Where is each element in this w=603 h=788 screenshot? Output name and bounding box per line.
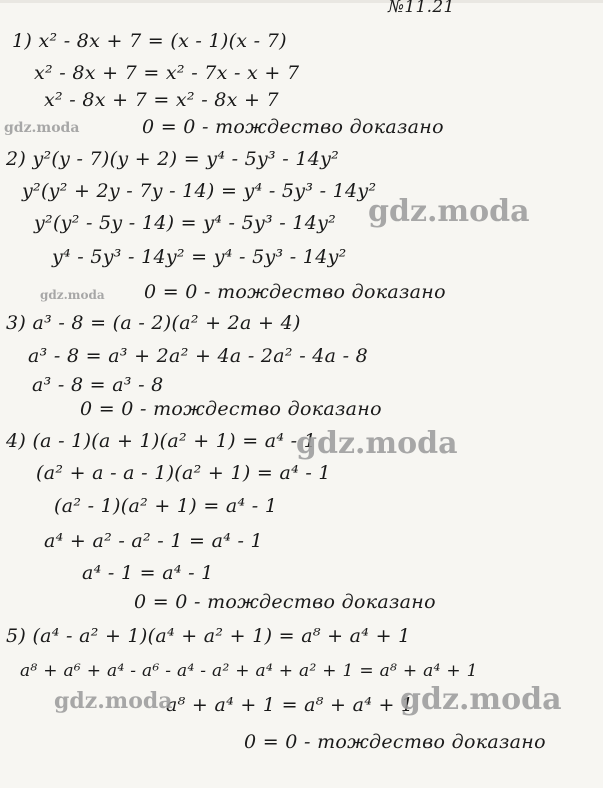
solution-2-line-2: y²(y² + 2y - 7y - 14) = y⁴ - 5y³ - 14y² (22, 180, 377, 202)
solution-3-line-3: a³ - 8 = a³ - 8 (32, 374, 164, 396)
solution-4-conclusion: 0 = 0 - тождество доказано (134, 591, 436, 613)
solution-3-line-2: a³ - 8 = a³ + 2a² + 4a - 2a² - 4a - 8 (28, 345, 369, 367)
watermark-gdz-moda: gdz.moda (368, 194, 530, 229)
solution-1-line-2: x² - 8x + 7 = x² - 7x - x + 7 (34, 62, 300, 84)
solution-4-line-4: a⁴ + a² - a² - 1 = a⁴ - 1 (44, 530, 263, 552)
problem-number: №11.21 (388, 0, 455, 17)
solution-4-line-5: a⁴ - 1 = a⁴ - 1 (82, 562, 214, 584)
page-top-edge (0, 0, 603, 3)
solution-4-line-1: 4) (a - 1)(a + 1)(a² + 1) = a⁴ - 1 (6, 430, 317, 452)
solution-4-line-2: (a² + a - a - 1)(a² + 1) = a⁴ - 1 (36, 462, 331, 484)
solution-2-line-1: 2) y²(y - 7)(y + 2) = y⁴ - 5y³ - 14y² (6, 148, 340, 170)
solution-1-line-1: 1) x² - 8x + 7 = (x - 1)(x - 7) (12, 30, 287, 52)
solution-5-line-3: a⁸ + a⁴ + 1 = a⁸ + a⁴ + 1 (166, 694, 414, 716)
solution-2-line-3: y²(y² - 5y - 14) = y⁴ - 5y³ - 14y² (34, 212, 337, 234)
solution-2-conclusion: 0 = 0 - тождество доказано (144, 281, 446, 303)
watermark-gdz-moda: gdz.moda (54, 688, 173, 714)
solution-4-line-3: (a² - 1)(a² + 1) = a⁴ - 1 (54, 495, 278, 517)
watermark-gdz-moda: gdz.moda (296, 426, 458, 461)
solution-5-line-1: 5) (a⁴ - a² + 1)(a⁴ + a² + 1) = a⁸ + a⁴ + 1 (6, 625, 411, 647)
solution-5-line-2: a⁸ + a⁶ + a⁴ - a⁶ - a⁴ - a² + a⁴ + a² + 1 = a⁸ + a⁴ + 1 (20, 661, 478, 681)
solution-2-line-4: y⁴ - 5y³ - 14y² = y⁴ - 5y³ - 14y² (52, 246, 347, 268)
solution-1-line-3: x² - 8x + 7 = x² - 8x + 7 (44, 89, 279, 111)
solution-3-line-1: 3) a³ - 8 = (a - 2)(a² + 2a + 4) (6, 312, 301, 334)
solution-3-conclusion: 0 = 0 - тождество доказано (80, 398, 382, 420)
watermark-gdz-moda: gdz.moda (40, 288, 105, 302)
solution-5-conclusion: 0 = 0 - тождество доказано (244, 731, 546, 753)
watermark-gdz-moda: gdz.moda (4, 120, 80, 136)
watermark-gdz-moda: gdz.moda (400, 682, 562, 717)
solution-1-conclusion: 0 = 0 - тождество доказано (142, 116, 444, 138)
